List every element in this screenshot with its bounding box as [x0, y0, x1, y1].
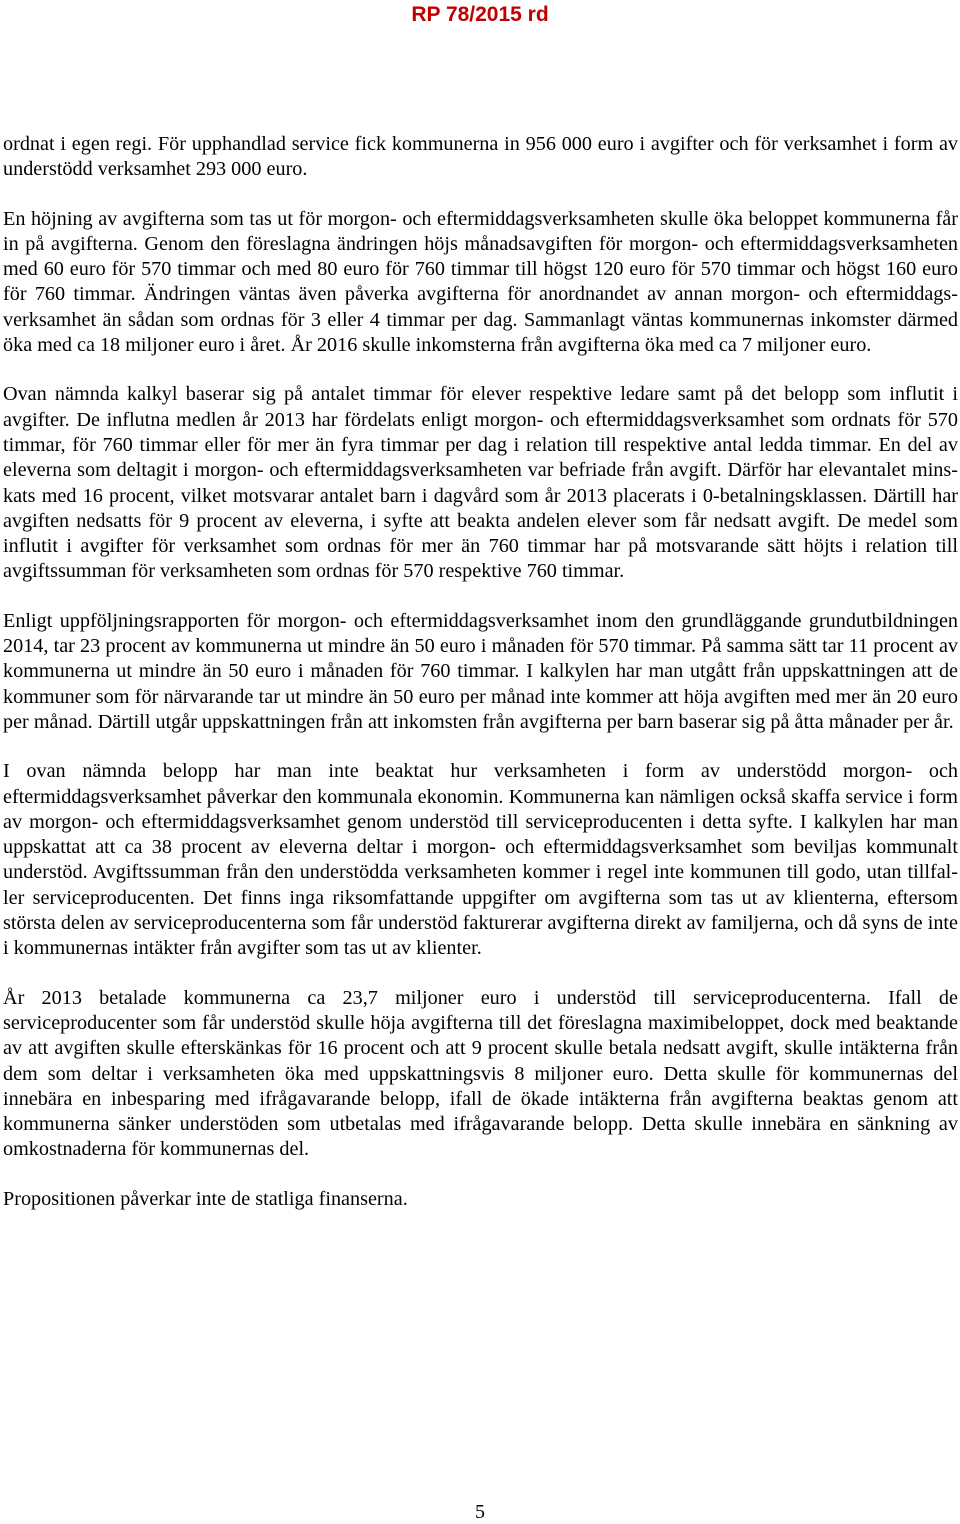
paragraph-1: ordnat i egen regi. För upphandlad service fick kommunerna in 956 000 euro i avgifter och för verksamhet i form av understödd verksamhet 293 000 euro. [3, 133, 958, 181]
paragraph-4: Enligt uppföljningsrapporten för morgon- och eftermiddagsverksamhet inom den grundläggande grundutbildningen 2014, tar 23 procent av kommunerna ut mindre än 50 euro i månaden för 570 timmar. På samma sätt tar 11 procent av kommunerna ut mindre än 50 euro i månaden för 760 timmar. I kalkylen har man utgått från uppskattningen att de kommuner som för närvarande tar ut mindre än 50 euro per månad inte kommer att höja avgiften med mer än 20 euro per månad. Därtill utgår uppskattningen från att inkomsten från avgifterna per barn baserar sig på åtta månader per år. [3, 609, 958, 733]
document-body [3, 132, 958, 1212]
document-header: RP 78/2015 rd [411, 3, 549, 26]
paragraph-3: Ovan nämnda kalkyl baserar sig på antalet timmar för elever respektive ledare samt på det belopp som influtit i avgifter. De influtna medlen år 2013 har fördelats enligt morgon- och eftermiddagsverksamhet som ordnats för 570 timmar, för 760 timmar eller för mer än fyra timmar per dag i relation till respektive antal ledda timmar. En del av eleverna som deltagit i morgon- och eftermiddagsverksamheten var befriade från avgift. Därför har elevantalet minskats med 16 procent, vilket motsvarar antalet barn i dagvård som år 2013 placerats i 0-betalningsklassen. Därtill har avgiften nedsatts för 9 procent av eleverna, i syfte att beakta andelen elever som får nedsatt avgift. De medel som influtit i avgifter för verksamhet som ordnas för mer än 760 timmar har på motsvarande sätt höjts i relation till avgiftssumman för verksamheten som ordnas för 570 respektive 760 timmar. [3, 383, 958, 583]
page-number: 5 [475, 1501, 485, 1523]
paragraph-5: I ovan nämnda belopp har man inte beaktat hur verksamheten i form av understödd morgon- och eftermiddagsverksamhet påverkar den kommunala ekonomin. Kommunerna kan nämligen också skaffa service i form av morgon- och eftermiddagsverksamhet genom understöd till serviceproducenten i detta syfte. I kalkylen har man uppskattat att ca 38 procent av eleverna deltar i morgon- och eftermiddagsverksamhet som beviljas kommunalt understöd. Avgiftssumman från den understödda verksamheten kommer i regel inte kommunen till godo, utan tillfaller serviceproducenten. Det finns inga riksomfattande uppgifter om avgifterna som tas ut av klienterna, eftersom största delen av serviceproducenterna som får understöd fakturerar avgifterna direkt av familjerna, och då syns de inte i kommunernas intäkter från avgifter som tas ut av klienter. [3, 760, 958, 960]
paragraph-2: En höjning av avgifterna som tas ut för morgon- och eftermiddagsverksamheten skulle öka beloppet kommunerna får in på avgifterna. Genom den föreslagna ändringen höjs månadsavgiften för morgon- och eftermiddagsverksamheten med 60 euro för 570 timmar och med 80 euro för 760 timmar till högst 120 euro för 570 timmar och högst 160 euro för 760 timmar. Ändringen väntas även påverka avgifterna för anordnandet av annan morgon- och eftermiddagsverksamhet än sådan som ordnas för 3 eller 4 timmar per dag. Sammanlagt väntas kommunernas inkomster därmed öka med ca 18 miljoner euro i året. År 2016 skulle inkomsterna från avgifterna öka med ca 7 miljoner euro. [3, 207, 958, 357]
paragraph-6: År 2013 betalade kommunerna ca 23,7 miljoner euro i understöd till serviceproducenterna. Ifall de serviceproducenter som får understöd skulle höja avgifterna till det föreslagna maximibeloppet, dock med beaktande av att avgiften skulle efterskänkas för 16 procent och att 9 procent skulle betala nedsatt avgift, skulle intäkterna från dem som deltar i verksamheten öka med uppskattningsvis 8 miljoner euro. Detta skulle för kommunernas del innebära en inbesparing med ifrågavarande belopp, ifall de ökade intäkterna från avgifterna beaktas genom att kommunerna sänker understöden som utbetalas med ifrågavarande belopp. Detta skulle innebära en sänkning av omkostnaderna för kommunernas del. [3, 986, 958, 1161]
paragraph-7: Propositionen påverkar inte de statliga finanserna. [3, 1187, 408, 1210]
